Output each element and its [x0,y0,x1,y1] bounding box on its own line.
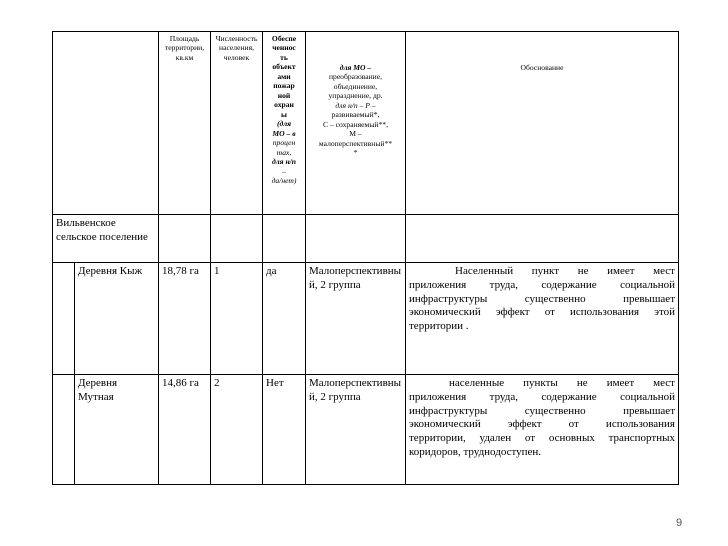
header-fire-line: ть [280,52,288,62]
table-row [53,263,679,375]
justification-line: экономический эффект от использования этой [409,306,675,319]
table-row [53,375,679,485]
header-status-line: развиваемый*, [331,110,380,120]
empty-cell [406,215,679,263]
justification-cell [406,263,679,375]
justification-cell [406,375,679,485]
header-row [53,32,679,215]
header-fire-line: ной [277,90,291,100]
fire-cell [263,263,306,375]
status-cell [306,375,406,485]
header-fire-line: объект [272,62,296,72]
justification-line: Населенный пункт не имеет мест [455,265,675,277]
header-fire-note-line: да/нет) [271,176,297,186]
population-cell [211,263,263,375]
header-fire-note-line: (для [276,119,292,129]
area-value: 14,86 га [162,377,199,389]
justification-line: инфраструктуры существенно превышает [409,404,675,417]
header-status-line: для МО – [339,63,372,72]
indent-cell [53,263,75,375]
header-fire-note-line: тах, [276,147,292,157]
fire-value: Нет [266,377,284,389]
settlement-name: Деревня Мутная [78,377,118,403]
area-cell [159,263,211,375]
area-value: 18,78 га [162,265,199,277]
status-cell [306,263,406,375]
section-row [53,215,679,263]
justification-line: населенные пункты не имеет мест [449,377,675,389]
header-justification-label: Обоснование [520,63,564,72]
header-population-cell [211,32,263,215]
fire-value: да [266,265,277,277]
justification-line: территории, удален от основных транспортных [409,432,675,444]
justification-line: приложения труда, содержание социальной [409,390,675,403]
empty-cell [211,215,263,263]
header-fire-note-line: процен [272,138,296,148]
settlement-name-cell [75,375,159,485]
header-status-cell [306,32,406,215]
header-fire-note-line: – [282,166,286,176]
header-status-line: М – [349,129,362,139]
area-cell [159,375,211,485]
justification-line: приложения труда, содержание социальной [409,278,675,291]
header-status-line: преобразование, [328,72,383,82]
page-number: 9 [676,517,683,529]
header-fire-line: ченнос [272,43,296,53]
header-status-line: объединение, [333,81,378,91]
header-justification-cell [406,32,679,215]
header-status-line: малоперспективный** [318,138,393,148]
settlements-table [52,31,679,485]
status-value: Малоперспективный, 2 группа [309,377,402,403]
section-name-cell [53,215,159,263]
header-fire-note-line: МО – в [272,128,296,138]
header-fire-line: охран [274,100,294,110]
settlement-name-cell [75,263,159,375]
population-value: 1 [214,265,220,277]
header-status-line: упразднение, др. [328,91,383,101]
empty-cell [159,215,211,263]
justification-line: экономический эффект от использования [409,418,675,431]
header-status-line: * [353,148,358,158]
fire-cell [263,375,306,485]
header-name-cell [53,32,159,215]
justification-line: коридоров, труднодоступен. [409,445,542,458]
status-value: Малоперспективный, 2 группа [309,265,402,291]
settlement-name: Деревня Кыж [78,265,143,277]
indent-cell [53,375,75,485]
header-fire-line: пожар [273,81,295,91]
empty-cell [306,215,406,263]
header-fire-cell [263,32,306,215]
section-name: Вильвенское сельское поселение [56,217,148,243]
population-value: 2 [214,377,220,389]
header-status-line: С – сохраняемый**, [323,119,388,129]
justification-line: территории . [409,320,469,332]
header-area-label: Площадь территории, кв.км [164,34,205,62]
population-cell [211,375,263,485]
header-area-cell [159,32,211,215]
header-fire-note-line: для н/п [271,157,297,167]
header-population-label: Численность населения, человек [215,34,258,62]
empty-cell [263,215,306,263]
justification-line: инфраструктуры существенно превышает [409,292,675,305]
header-fire-line: ы [281,109,287,119]
header-status-line: для н/п – Р – [335,100,376,110]
header-fire-line: Обеспе [271,34,297,43]
header-fire-line: ами [277,71,291,81]
